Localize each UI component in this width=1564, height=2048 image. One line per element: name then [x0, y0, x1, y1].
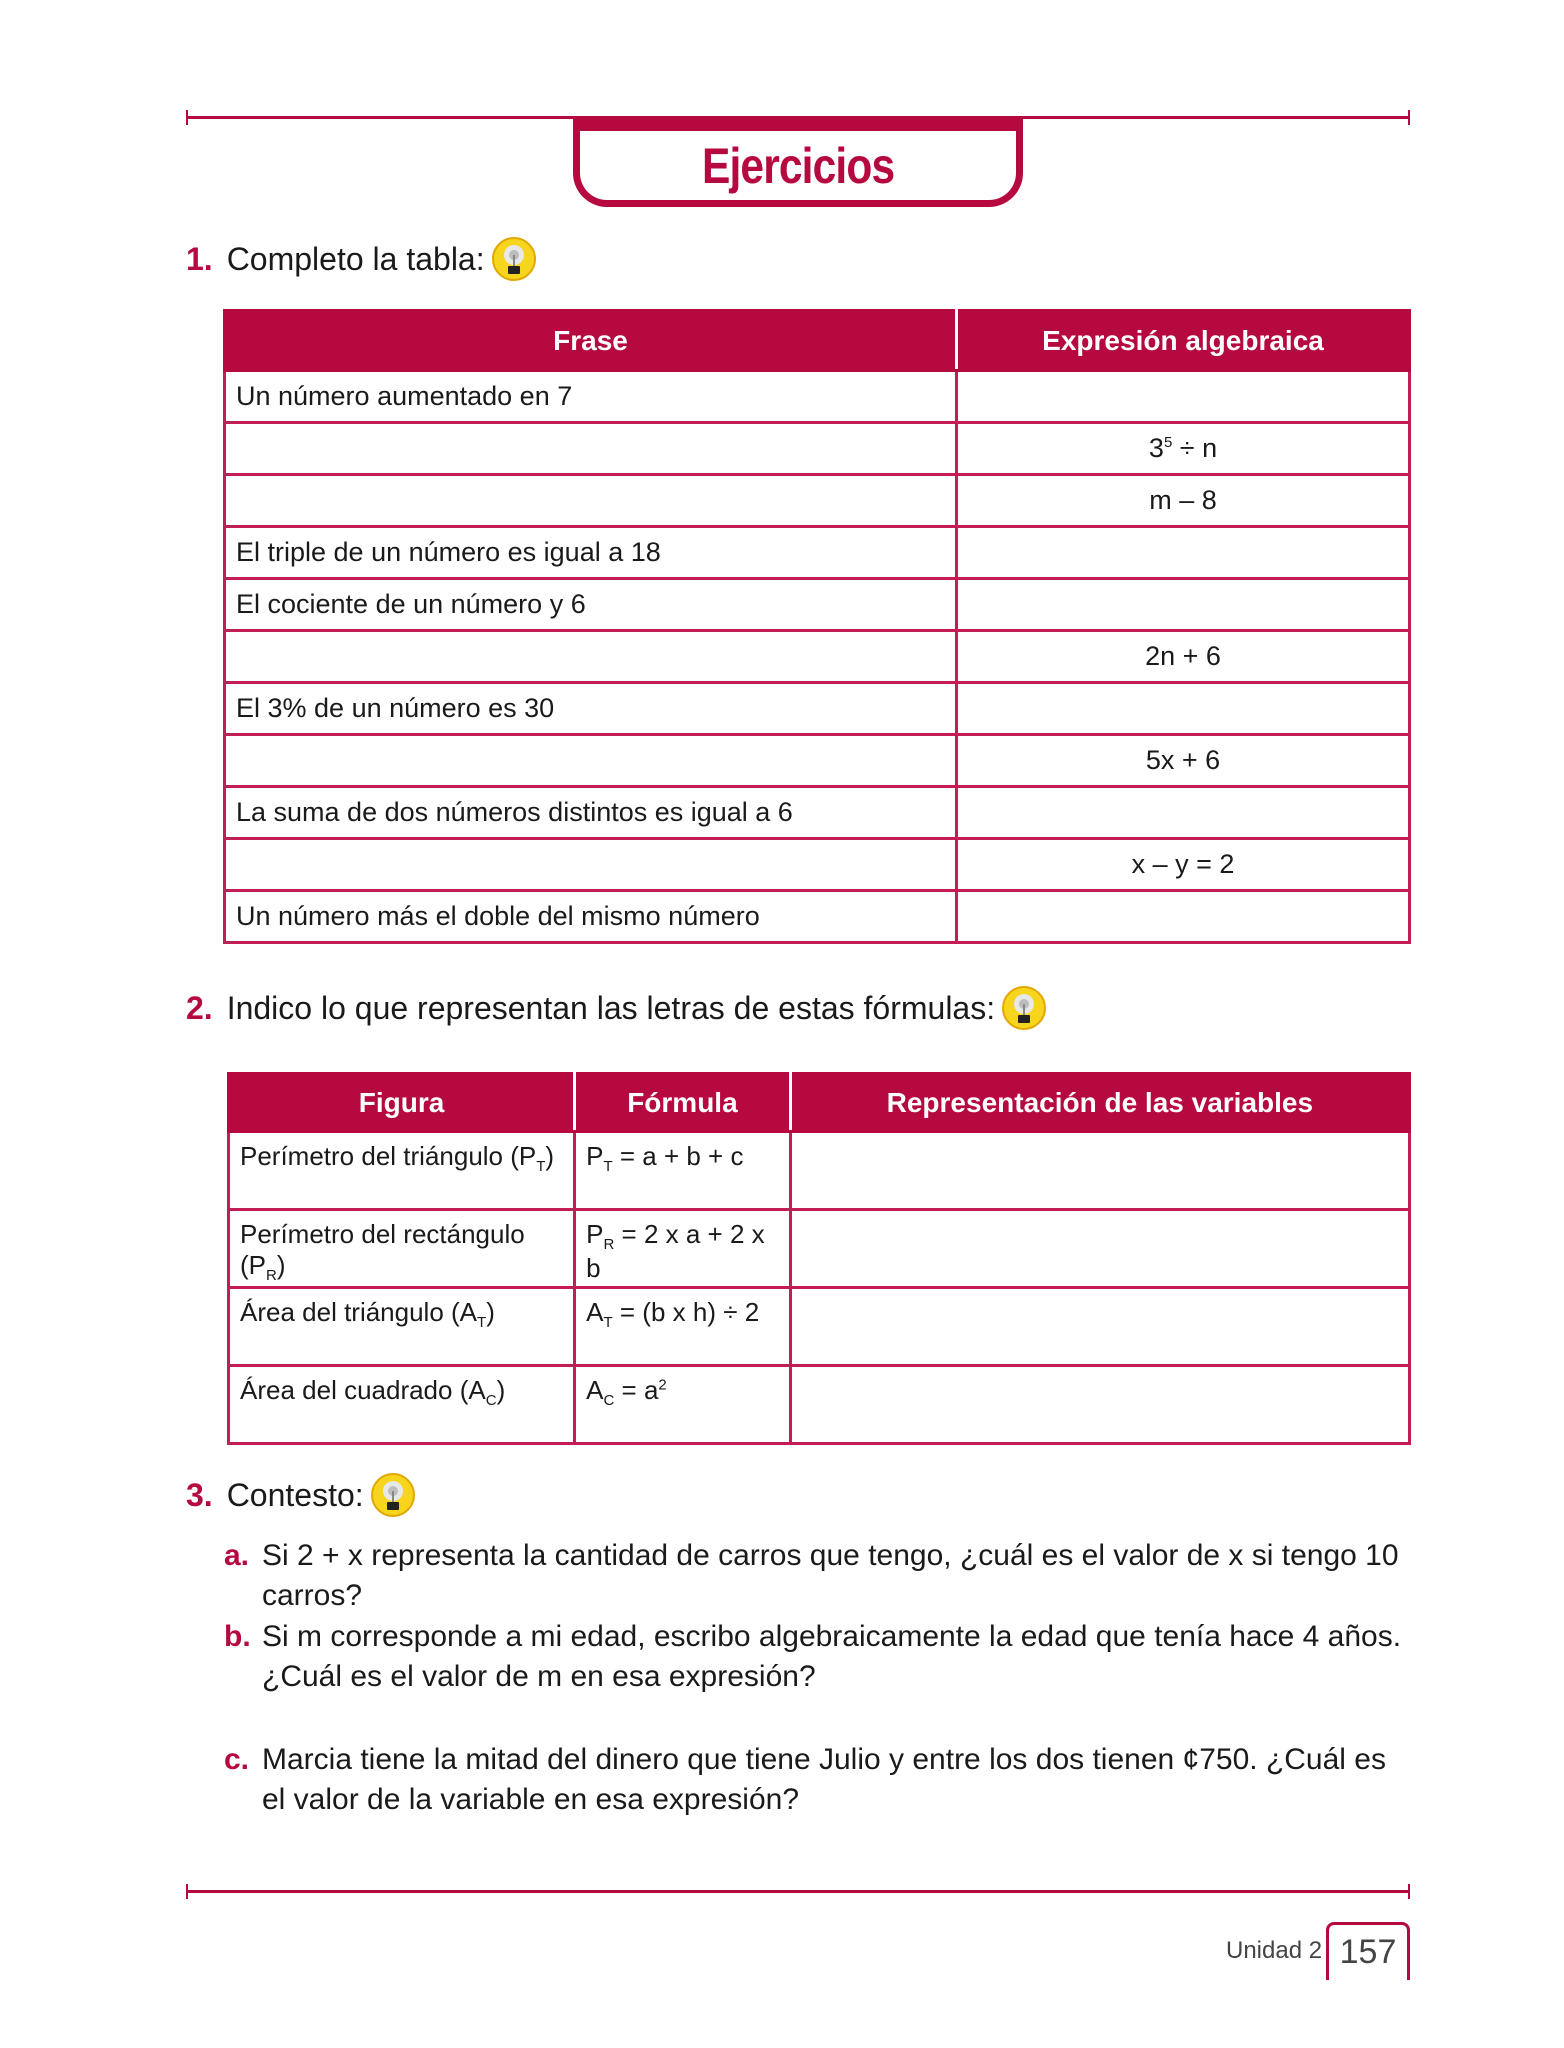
column-header-frase: Frase: [225, 311, 957, 371]
figura-cell: Perímetro del triángulo $(P_T)$: [229, 1132, 575, 1210]
expresion-cell[interactable]: 2n + 6: [957, 631, 1410, 683]
exercise-number: 3.: [186, 1476, 213, 1513]
expresion-cell[interactable]: [957, 891, 1410, 943]
question-text: Si 2 + x representa la cantidad de carros que tengo, ¿cuál es el valor de x si tengo 10 carros?: [262, 1539, 1399, 1612]
frase-cell[interactable]: [225, 735, 957, 787]
expr-base: 3: [1148, 433, 1164, 463]
table-row: [225, 475, 1410, 527]
representacion-cell[interactable]: [790, 1132, 1409, 1210]
frase-cell[interactable]: El 3% de un número es 30: [225, 683, 957, 735]
expresion-cell[interactable]: [957, 787, 1410, 839]
figura-cell: Área del triángulo $(A_T)$: [229, 1288, 575, 1366]
table-row: [225, 371, 1410, 423]
frase-cell[interactable]: [225, 475, 957, 527]
question-c: [224, 1740, 1414, 1820]
question-text: Marcia tiene la mitad del dinero que tiene Julio y entre los dos tienen ¢750. ¿Cuál es el valor de la variable en esa expresión?: [262, 1743, 1386, 1816]
expresion-cell[interactable]: [957, 423, 1410, 475]
figura-cell: Perímetro del rectángulo $(P_R)$: [229, 1210, 575, 1288]
frase-cell[interactable]: El cociente de un número y 6: [225, 579, 957, 631]
page-number-tab: [1326, 1922, 1410, 1980]
frase-cell[interactable]: [225, 423, 957, 475]
table-row: [225, 631, 1410, 683]
representacion-cell[interactable]: [790, 1366, 1409, 1444]
representacion-cell[interactable]: [790, 1288, 1409, 1366]
expressions-table: [223, 309, 1411, 944]
table-header-row: [229, 1074, 1410, 1132]
question-a: [224, 1536, 1414, 1616]
table-row: [225, 683, 1410, 735]
question-letter: b.: [224, 1620, 251, 1653]
table-row: [225, 891, 1410, 943]
table-row: [229, 1132, 1410, 1210]
table-row: [225, 839, 1410, 891]
table-row: [225, 423, 1410, 475]
expresion-cell[interactable]: 5x + 6: [957, 735, 1410, 787]
page-number: 157: [1339, 1933, 1397, 1971]
formula-cell: $A_C = a^2$: [575, 1366, 791, 1444]
column-header-figura: Figura: [229, 1074, 575, 1132]
frase-cell[interactable]: [225, 839, 957, 891]
frase-cell[interactable]: [225, 631, 957, 683]
exercise-prompt: Indico lo que representan las letras de estas fórmulas:: [226, 989, 996, 1026]
expresion-cell[interactable]: x – y = 2: [957, 839, 1410, 891]
expresion-cell[interactable]: [957, 579, 1410, 631]
table-row: [225, 735, 1410, 787]
frase-cell[interactable]: El triple de un número es igual a 18: [225, 527, 957, 579]
table-header-row: [225, 311, 1410, 371]
table-row: [225, 527, 1410, 579]
frase-cell[interactable]: Un número aumentado en 7: [225, 371, 957, 423]
formulas-table: [227, 1072, 1411, 1445]
exercise-number: 1.: [186, 240, 213, 277]
formula-cell: $A_T = (b$ x h) ÷ 2: [575, 1288, 791, 1366]
table-row: [225, 787, 1410, 839]
table-row: [225, 579, 1410, 631]
exercise-3-heading: [186, 1472, 416, 1518]
table-row: [229, 1210, 1410, 1288]
figura-cell: Área del cuadrado $(A_C)$: [229, 1366, 575, 1444]
formula-cell: $P_T = a + b + c$: [575, 1132, 791, 1210]
question-letter: a.: [224, 1539, 250, 1572]
representacion-cell[interactable]: [790, 1210, 1409, 1288]
exercise-prompt: Contesto:: [226, 1476, 364, 1513]
expresion-cell[interactable]: m – 8: [957, 475, 1410, 527]
lightbulb-icon: [491, 236, 537, 282]
exercise-2-heading: [186, 985, 1047, 1031]
exercise-prompt: Completo la tabla:: [226, 240, 485, 277]
column-header-formula: Fórmula: [575, 1074, 791, 1132]
formula-cell: $P_R = 2$ x a + 2 x b: [575, 1210, 791, 1288]
expresion-cell[interactable]: [957, 683, 1410, 735]
page-title: Ejercicios: [701, 137, 895, 194]
column-header-representacion: Representación de las variables: [790, 1074, 1409, 1132]
bottom-divider: [186, 1890, 1410, 1893]
table-row: [229, 1366, 1410, 1444]
expr-exponent: 5: [1163, 434, 1173, 451]
section-title-tab: [573, 117, 1023, 207]
question-b: [224, 1617, 1414, 1697]
frase-cell[interactable]: Un número más el doble del mismo número: [225, 891, 957, 943]
expresion-cell[interactable]: [957, 527, 1410, 579]
question-text: Si m corresponde a mi edad, escribo algebraicamente la edad que tenía hace 4 años. ¿Cuál es el valor de m en esa expresión?: [262, 1620, 1402, 1693]
exercise-number: 2.: [186, 989, 213, 1026]
table-row: [229, 1288, 1410, 1366]
expresion-cell[interactable]: [957, 371, 1410, 423]
frase-cell[interactable]: La suma de dos números distintos es igual a 6: [225, 787, 957, 839]
lightbulb-icon: [1001, 985, 1047, 1031]
expr-rest: ÷ n: [1172, 433, 1218, 463]
column-header-expresion: Expresión algebraica: [957, 311, 1410, 371]
question-letter: c.: [224, 1743, 250, 1776]
exercise-1-heading: [186, 236, 537, 282]
unit-label: Unidad 2: [1226, 1937, 1323, 1964]
lightbulb-icon: [370, 1472, 416, 1518]
